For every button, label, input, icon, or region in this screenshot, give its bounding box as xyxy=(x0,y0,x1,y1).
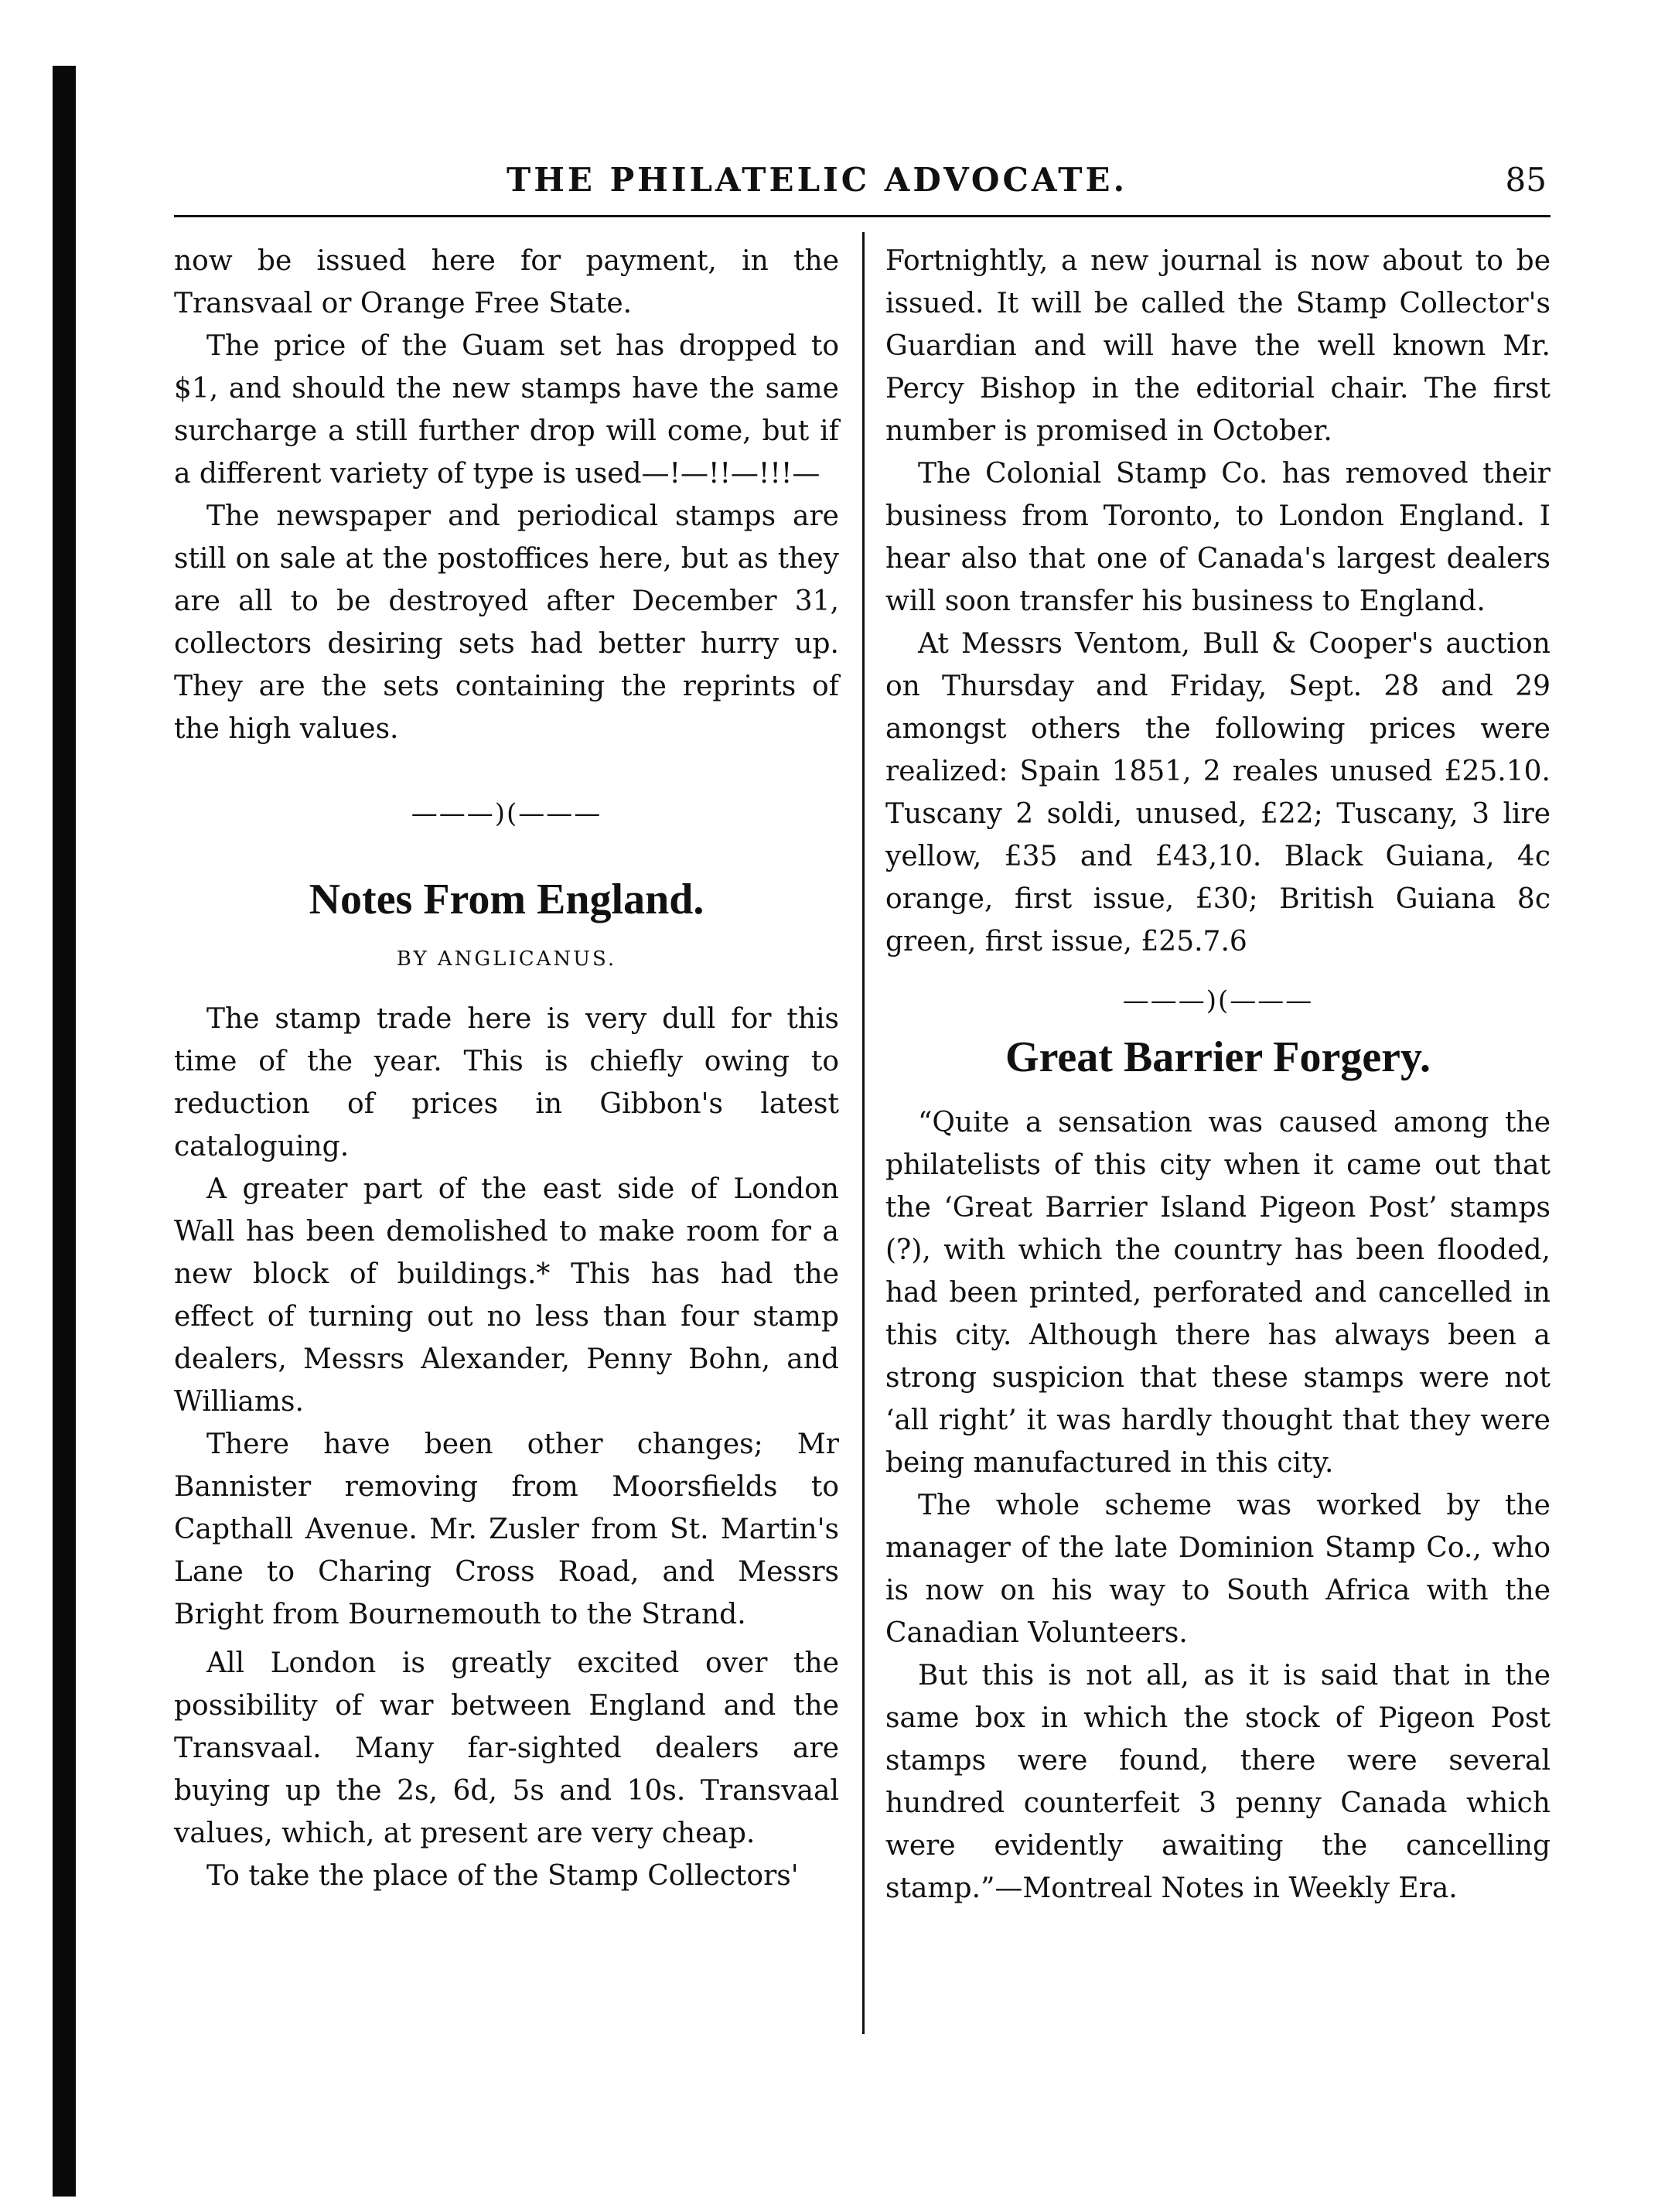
paragraph: Fortnightly, a new journal is now about to be issued. It will be called the Stamp Collector's Guardian and will have the well known Mr. Percy Bishop in the editorial chair. The first number is promised in October. xyxy=(885,245,1550,447)
paragraph: now be issued here for payment, in the Transvaal or Orange Free State. xyxy=(174,245,839,319)
column-divider xyxy=(862,232,865,2034)
paragraph: There have been other changes; Mr Bannister removing from Moorsfields to Capthall Avenue. Mr. Zusler from St. Martin's Lane to Charing Cross Road, and Messrs Bright from Bournemouth to the Strand. xyxy=(174,1429,839,1630)
paragraph: All London is greatly excited over the possibility of war between England and the Transvaal. Many far-sighted dealers are buying up the 2s, 6d, 5s and 10s. Transvaal values, which, at present are very cheap. xyxy=(174,1647,839,1849)
page-header xyxy=(174,161,1547,200)
article-title: Notes From England. xyxy=(309,876,704,923)
paragraph: “Quite a sensation was caused among the philatelists of this city when it came out that the ‘Great Barrier Island Pigeon Post’ stamps (?), with which the country has been flooded, had been printed, perforated and cancelled in this city. Although there has always been a strong suspicion that these stamps were not ‘all right’ it was hardly thought that they were being manufactured in this city. xyxy=(885,1107,1550,1479)
paragraph: The price of the Guam set has dropped to $1, and should the new stamps have the same surcharge a still further drop will come, but if a different variety of type is used—!—!!—!!!— xyxy=(174,330,839,490)
article-byline: BY ANGLICANUS. xyxy=(396,947,617,971)
paragraph: The Colonial Stamp Co. has removed their business from Toronto, to London England. I hear also that one of Canada's largest dealers will soon transfer his business to England. xyxy=(885,458,1550,617)
paragraph: The stamp trade here is very dull for this time of the year. This is chiefly owing to reduction of prices in Gibbon's latest cataloguing. xyxy=(174,1003,839,1162)
paragraph: At Messrs Ventom, Bull & Cooper's auction on Thursday and Friday, Sept. 28 and 29 amongst others the following prices were realized: Spain 1851, 2 reales unused £25.10. Tuscany 2 soldi, unused, £22; Tuscany, 3 lire yellow, £35 and £43,10. Black Guiana, 4c orange, first issue, £30; British Guiana 8c green, first issue, £25.7.6 xyxy=(885,628,1550,958)
page-number: 85 xyxy=(1505,161,1547,199)
paragraph: But this is not all, as it is said that in the same box in which the stock of Pigeon Post stamps were found, there were several hundred counterfeit 3 penny Canada which were evidently awaiting the cancelling stamp.”—Montreal Notes in Weekly Era. xyxy=(885,1660,1550,1904)
section-separator: ———)(——— xyxy=(1122,985,1314,1016)
paragraph: To take the place of the Stamp Collectors' xyxy=(206,1860,799,1892)
running-title: THE PHILATELIC ADVOCATE. xyxy=(507,161,1128,199)
left-column xyxy=(174,240,839,1897)
right-column xyxy=(885,240,1550,1910)
paragraph: The whole scheme was worked by the manager of the late Dominion Stamp Co., who is now on his way to South Africa with the Canadian Volunteers. xyxy=(885,1490,1550,1649)
paragraph: A greater part of the east side of London Wall has been demolished to make room for a new block of buildings.* This has had the effect of turning out no less than four stamp dealers, Messrs Alexander, Penny Bohn, and Williams. xyxy=(174,1173,839,1418)
header-rule xyxy=(174,215,1550,217)
paragraph: The newspaper and periodical stamps are still on sale at the postoffices here, but as they are all to be destroyed after December 31, collectors desiring sets had better hurry up. They are the sets containing the reprints of the high values. xyxy=(174,500,839,745)
page-binding-edge xyxy=(53,66,76,2197)
section-separator: ———)(——— xyxy=(411,798,602,829)
article-title: Great Barrier Forgery. xyxy=(1005,1033,1431,1081)
